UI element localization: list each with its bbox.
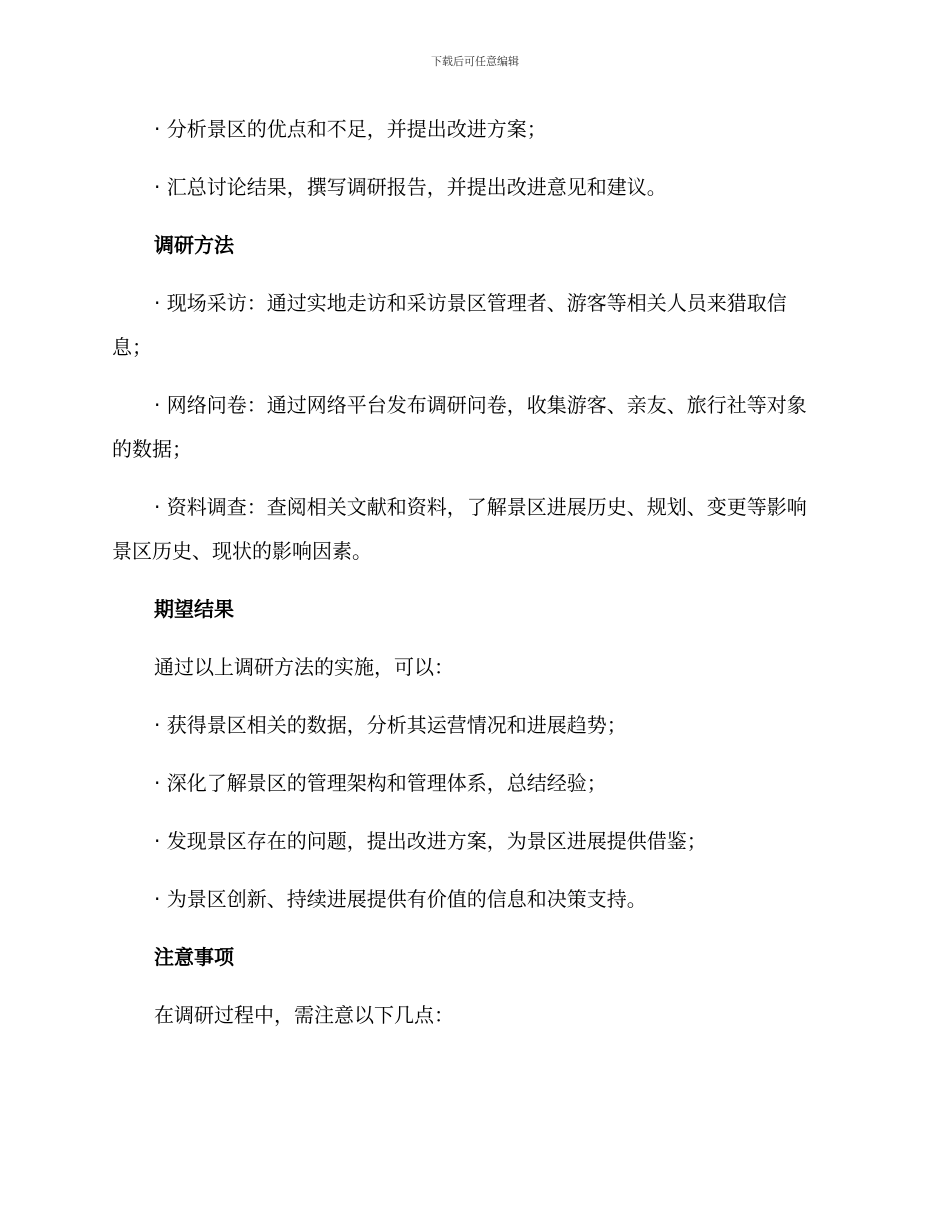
section-heading-methods: 调研方法 [154,233,234,257]
bullet-obtain-data: · 获得景区相关的数据，分析其运营情况和进展趋势； [154,713,627,737]
intro-expected-results: 通过以上调研方法的实施，可以： [154,655,454,679]
intro-notes: 在调研过程中，需注意以下几点： [154,1003,454,1027]
section-heading-expected-results: 期望结果 [154,597,234,621]
bullet-find-problems: · 发现景区存在的问题，提出改进方案，为景区进展提供借鉴； [154,829,707,853]
bullet-analyze-strengths: · 分析景区的优点和不足，并提出改进方案； [154,117,547,141]
section-heading-notes: 注意事项 [154,945,234,969]
bullet-summarize-results: · 汇总讨论结果，撰写调研报告，并提出改进意见和建议。 [154,175,667,199]
bullet-field-interview: · 现场采访：通过实地走访和采访景区管理者、游客等相关人员来猎取信息； [112,291,787,359]
bullet-deepen-understanding: · 深化了解景区的管理架构和管理体系，总结经验； [154,771,607,795]
bullet-innovation-support: · 为景区创新、持续进展提供有价值的信息和决策支持。 [154,887,647,911]
page-header: 下载后可任意编辑 [431,55,519,68]
bullet-document-research: · 资料调查：查阅相关文献和资料，了解景区进展历史、规划、变更等影响景区历史、现状的影响因素。 [112,495,807,563]
bullet-online-survey: · 网络问卷：通过网络平台发布调研问卷，收集游客、亲友、旅行社等对象的数据； [112,393,807,461]
document-body [112,107,822,1051]
